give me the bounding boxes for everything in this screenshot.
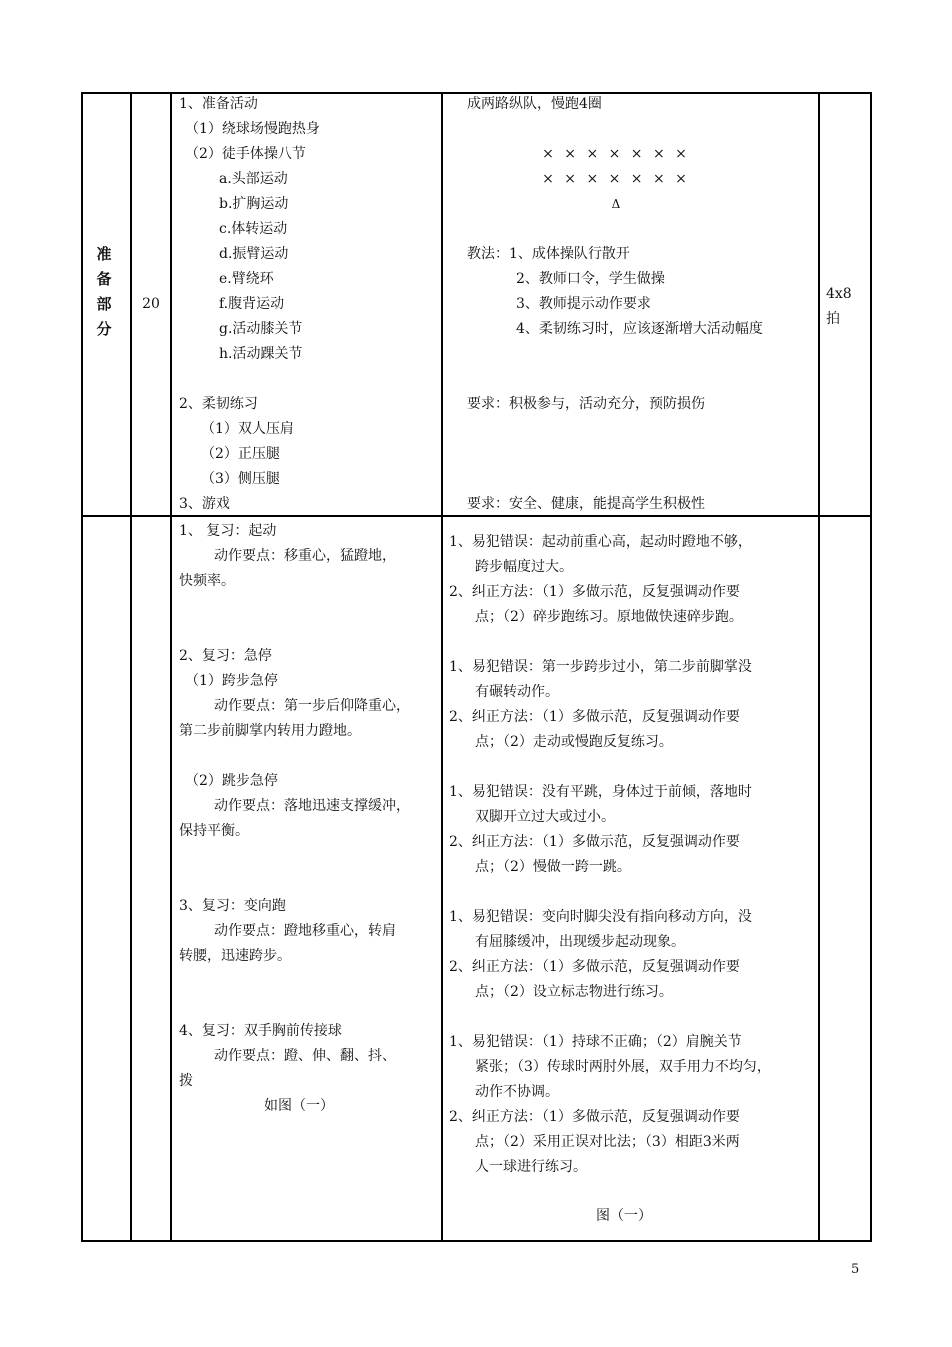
spacer — [179, 869, 441, 894]
prep-content-line: e.臂绕环 — [219, 271, 274, 287]
error-line: 1、易犯错误：第一步跨步过小，第二步前脚掌没 — [449, 659, 752, 675]
count-unit: 拍 — [826, 311, 840, 327]
item-key-points: 动作要点：蹬、伸、翻、抖、 — [214, 1048, 396, 1064]
label-char: 部 — [96, 295, 112, 313]
item-key-points: 动作要点：落地迅速支撑缓冲， — [214, 798, 410, 814]
error-line: 2、纠正方法：（1）多做示范，反复强调动作要 — [449, 584, 740, 600]
section-label-prep — [91, 242, 117, 342]
error-line: 点；（2）慢做一跨一跳。 — [475, 859, 631, 875]
spacer — [179, 969, 441, 994]
error-line: 紧张；（3）传球时两肘外展，双手用力不均匀， — [475, 1059, 771, 1075]
teaching-method-line: 3、教师提示动作要求 — [516, 296, 651, 312]
label-char: 备 — [96, 270, 112, 288]
item-heading: 2、复习：急停 — [179, 648, 272, 664]
error-correction-block — [449, 655, 817, 755]
spacer — [467, 442, 817, 467]
item-heading: 3、复习：变向跑 — [179, 898, 286, 914]
error-correction-block — [449, 1030, 817, 1180]
item-key-points: 动作要点：移重心，猛蹬地， — [214, 548, 396, 564]
spacer — [179, 594, 441, 619]
error-line: 1、易犯错误：（1）持球不正确；（2）肩腕关节 — [449, 1034, 742, 1050]
error-correction-block — [449, 905, 817, 1005]
prep-content-line: b.扩胸运动 — [219, 196, 289, 212]
item-key-points: 动作要点：蹬地移重心，转肩 — [214, 923, 396, 939]
spacer — [179, 367, 439, 392]
item-key-points-cont: 第二步前脚掌内转用力蹬地。 — [179, 723, 361, 739]
error-line: 有碾转动作。 — [475, 684, 559, 700]
basic-content — [179, 519, 441, 1119]
figure-reference: 如图（一） — [264, 1098, 334, 1114]
prep-content-line: （1）绕球场慢跑热身 — [185, 121, 320, 137]
spacer — [179, 994, 441, 1019]
count-value: 4x8 — [826, 286, 852, 302]
prep-content-line: （2）徒手体操八节 — [185, 146, 306, 162]
item-key-points-cont: 拨 — [179, 1073, 193, 1089]
prep-content-line: （1）双人压肩 — [201, 421, 294, 437]
prep-content-line: （3）侧压腿 — [201, 471, 280, 487]
error-line: 动作不协调。 — [475, 1084, 559, 1100]
page-number: 5 — [851, 1262, 860, 1277]
table-border-right — [870, 92, 872, 1242]
spacer — [467, 467, 817, 492]
item-key-points: 动作要点：第一步后仰降重心， — [214, 698, 410, 714]
col-divider-1 — [130, 92, 132, 1242]
teaching-method-line: 4、柔韧练习时，应该逐渐增大活动幅度 — [516, 321, 763, 337]
label-char: 准 — [96, 245, 112, 263]
error-line: 点；（2）碎步跑练习。原地做快速碎步跑。 — [475, 609, 743, 625]
prep-content-line: f.腹背运动 — [219, 296, 285, 312]
error-line: 点；（2）设立标志物进行练习。 — [475, 984, 673, 1000]
spacer — [179, 619, 441, 644]
formation-row-2: × × × × × × × — [542, 171, 690, 187]
prep-content-line: g.活动膝关节 — [219, 321, 303, 337]
item-heading: 1、 复习：起动 — [179, 523, 277, 539]
spacer — [467, 342, 817, 367]
error-line: 双脚开立过大或过小。 — [475, 809, 615, 825]
error-line: 跨步幅度过大。 — [475, 559, 573, 575]
error-line: 2、纠正方法：（1）多做示范，反复强调动作要 — [449, 959, 740, 975]
requirement-1: 要求：积极参与，活动充分，预防损伤 — [467, 396, 705, 412]
prep-content-line: h.活动踝关节 — [219, 346, 303, 362]
spacer — [467, 417, 817, 442]
error-correction-block — [449, 780, 817, 880]
error-line: 人一球进行练习。 — [475, 1159, 587, 1175]
item-key-points-cont: 转腰，迅速跨步。 — [179, 948, 291, 964]
item-subheading: （1）跨步急停 — [185, 673, 278, 689]
error-line: 1、易犯错误：没有平跳，身体过于前倾，落地时 — [449, 784, 752, 800]
basic-errors — [449, 530, 817, 1180]
error-line: 1、易犯错误：起动前重心高，起动时蹬地不够， — [449, 534, 752, 550]
error-line: 2、纠正方法：（1）多做示范，反复强调动作要 — [449, 834, 740, 850]
col-divider-4 — [818, 92, 820, 1242]
item-key-points-cont: 保持平衡。 — [179, 823, 249, 839]
figure-caption: 图（一） — [596, 1208, 652, 1224]
prep-content — [179, 92, 439, 517]
item-subheading: （2）跳步急停 — [185, 773, 278, 789]
prep-method — [467, 92, 817, 517]
method-intro: 成两路纵队，慢跑4圈 — [467, 96, 602, 112]
teacher-mark: Δ — [611, 197, 621, 211]
teaching-method-line: 教法：1、成体操队行散开 — [467, 246, 630, 262]
prep-count — [826, 282, 866, 332]
spacer — [179, 744, 441, 769]
error-line: 点；（2）采用正误对比法；（3）相距3米两 — [475, 1134, 740, 1150]
requirement-2: 要求：安全、健康，能提高学生积极性 — [467, 496, 705, 512]
spacer — [179, 844, 441, 869]
error-line: 点；（2）走动或慢跑反复练习。 — [475, 734, 673, 750]
error-line: 1、易犯错误：变向时脚尖没有指向移动方向，没 — [449, 909, 752, 925]
error-line: 有屈膝缓冲，出现缓步起动现象。 — [475, 934, 685, 950]
prep-content-line: 2、柔韧练习 — [179, 396, 258, 412]
teaching-method-line: 2、教师口令，学生做操 — [516, 271, 665, 287]
prep-content-line: a.头部运动 — [219, 171, 288, 187]
lesson-table — [81, 92, 872, 1242]
col-divider-2 — [170, 92, 172, 1242]
error-line: 2、纠正方法：（1）多做示范，反复强调动作要 — [449, 1109, 740, 1125]
item-heading: 4、复习：双手胸前传接球 — [179, 1023, 342, 1039]
formation-row-1: × × × × × × × — [542, 146, 690, 162]
table-border-bottom — [81, 1240, 872, 1242]
col-divider-3 — [441, 92, 443, 1242]
table-border-left — [81, 92, 83, 1242]
prep-content-line: d.振臂运动 — [219, 246, 289, 262]
error-correction-block — [449, 530, 817, 630]
prep-content-line: 3、游戏 — [179, 496, 230, 512]
prep-content-line: c.体转运动 — [219, 221, 288, 237]
label-char: 分 — [96, 320, 112, 338]
error-line: 2、纠正方法：（1）多做示范，反复强调动作要 — [449, 709, 740, 725]
spacer — [467, 117, 817, 142]
prep-time: 20 — [142, 296, 160, 312]
prep-content-line: 1、准备活动 — [179, 96, 258, 112]
spacer — [467, 217, 817, 242]
item-key-points-cont: 快频率。 — [179, 573, 235, 589]
prep-content-line: （2）正压腿 — [201, 446, 280, 462]
spacer — [467, 367, 817, 392]
